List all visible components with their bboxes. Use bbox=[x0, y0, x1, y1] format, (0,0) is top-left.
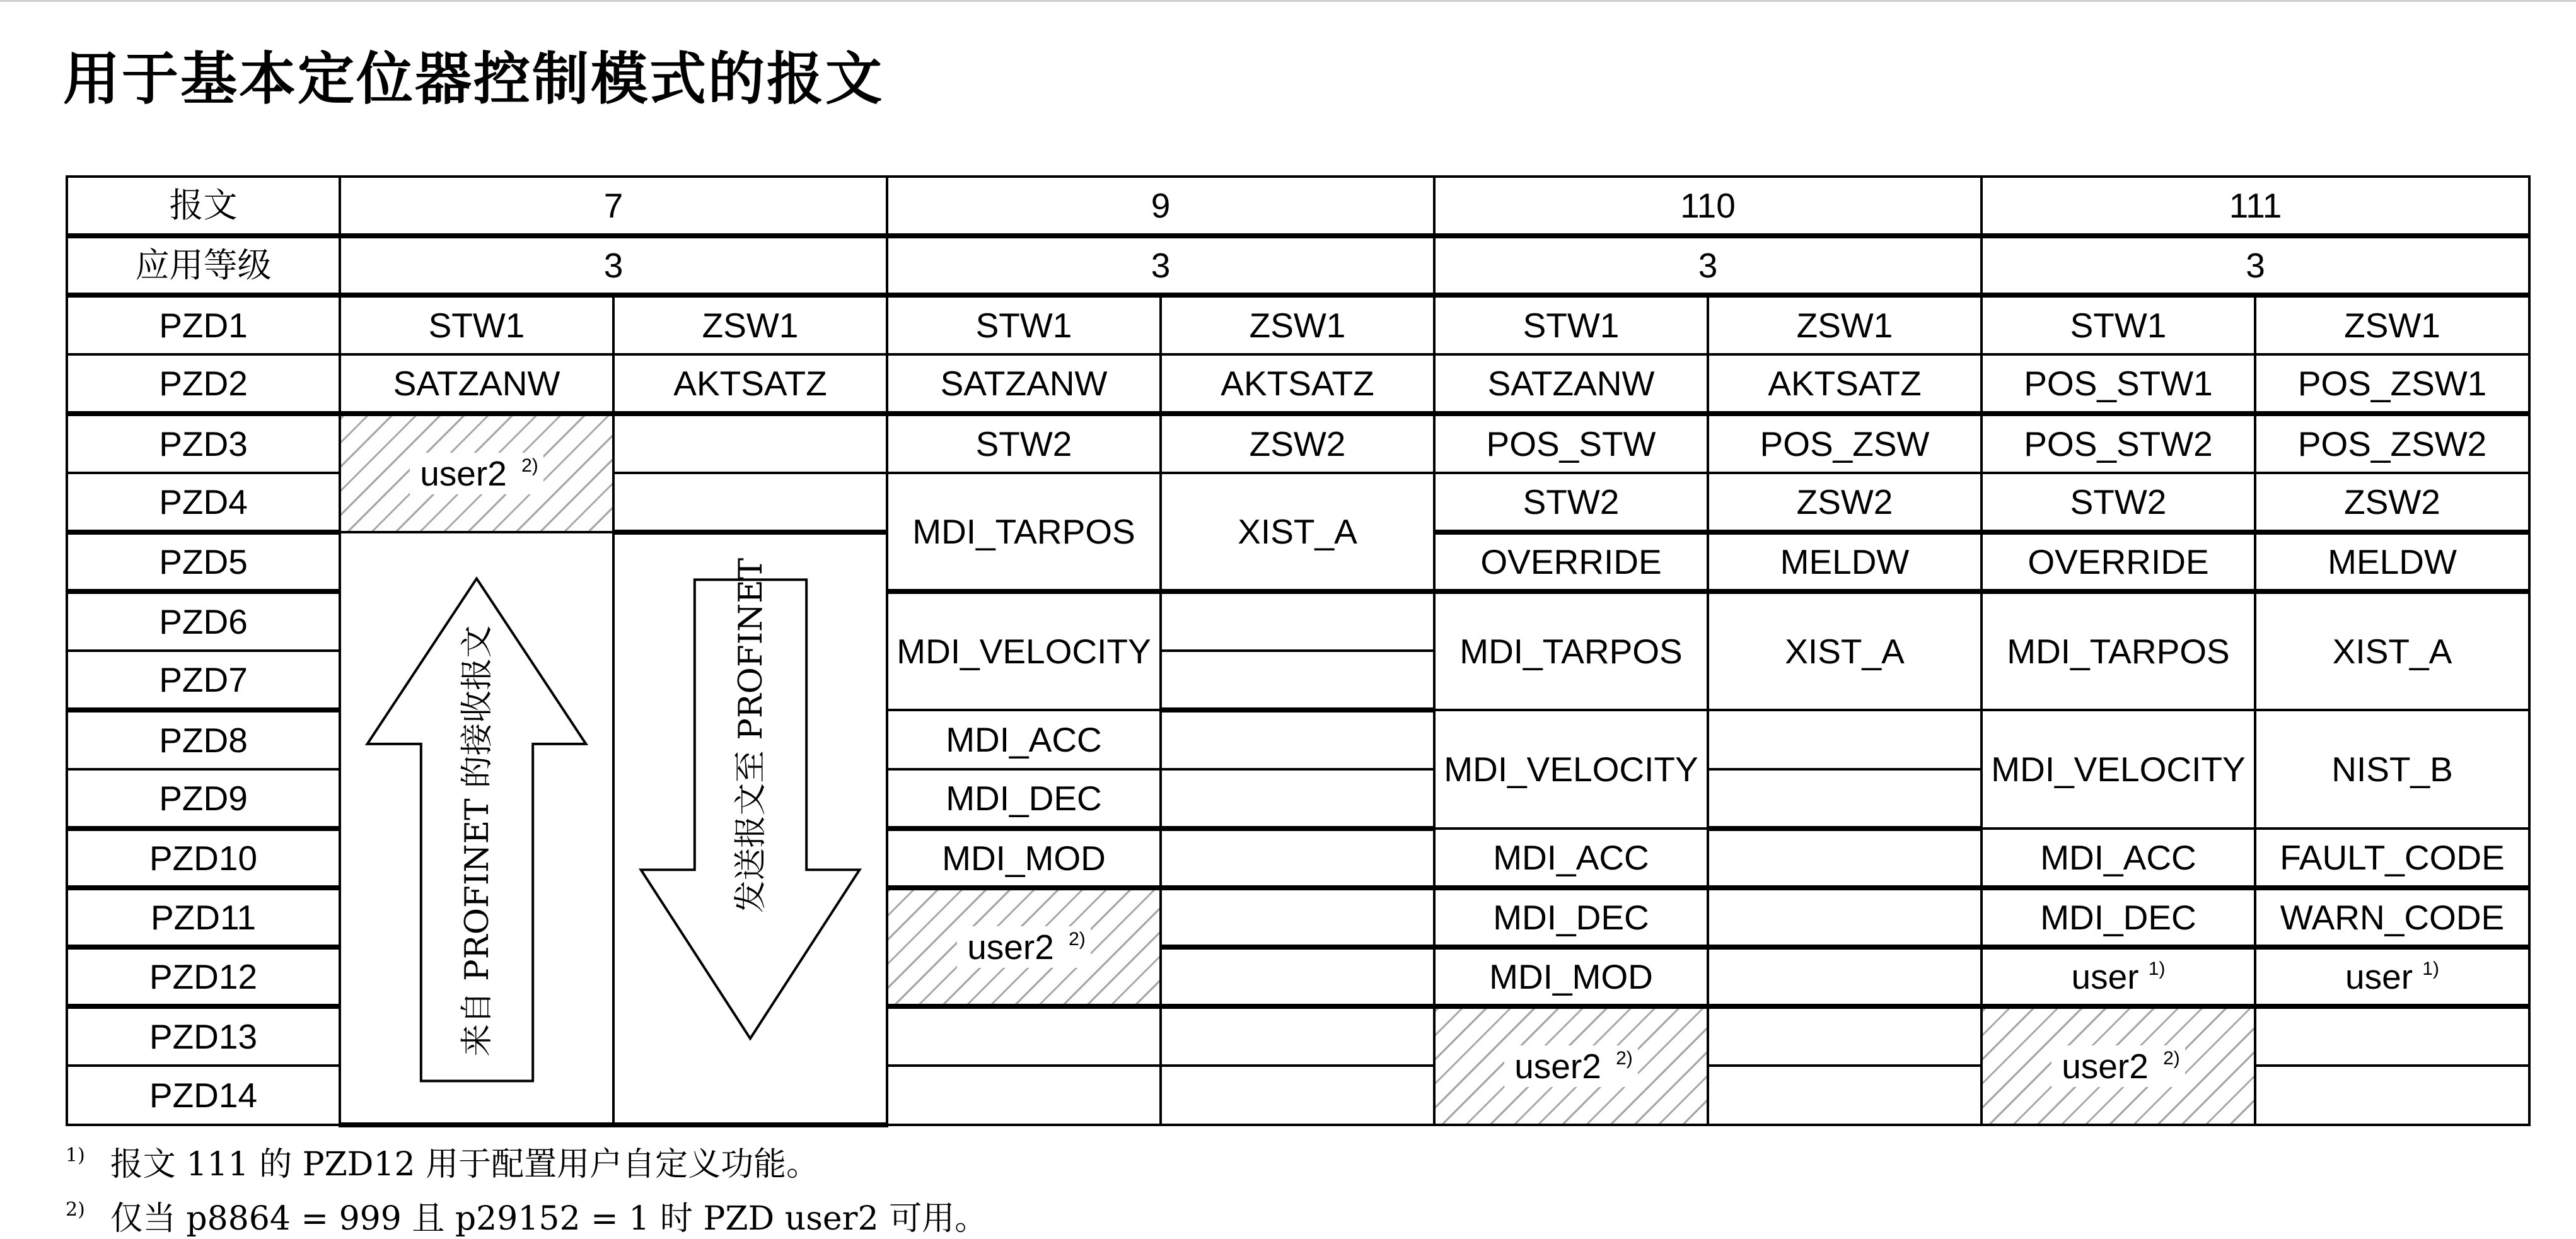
t111-recv-cell: WARN_CODE bbox=[2255, 888, 2529, 947]
t111-recv-cell: POS_ZSW1 bbox=[2255, 354, 2529, 414]
pzd-label: PZD13 bbox=[67, 1006, 340, 1066]
t9-send-cell: STW1 bbox=[887, 295, 1161, 354]
t111-send-user-cell bbox=[1981, 947, 2255, 1006]
header-telegram-label: 报文 bbox=[67, 177, 340, 236]
user-text: user bbox=[2071, 957, 2139, 996]
t9-recv-empty bbox=[1161, 1066, 1434, 1125]
t111-send-cell: STW1 bbox=[1981, 295, 2255, 354]
t111-send-cell: MDI_ACC bbox=[1981, 829, 2255, 888]
footnote-ref: 2) bbox=[1616, 1047, 1633, 1069]
footnote-ref: 1) bbox=[2148, 958, 2166, 979]
t9-send-cell: STW2 bbox=[887, 414, 1161, 473]
t111-recv-cell: NIST_B bbox=[2255, 710, 2529, 829]
t111-recv-cell: POS_ZSW2 bbox=[2255, 414, 2529, 473]
footnote-ref: 2) bbox=[2163, 1047, 2180, 1069]
t9-recv-empty bbox=[1161, 591, 1434, 651]
footnote-mark: 1) bbox=[66, 1144, 85, 1166]
t7-recv-empty bbox=[613, 414, 887, 473]
user2-text: user2 bbox=[962, 926, 1059, 968]
page-title: 用于基本定位器控制模式的报文 bbox=[63, 46, 884, 112]
t110-recv-empty bbox=[1708, 888, 1981, 947]
table-row bbox=[67, 414, 2529, 473]
application-class: 3 bbox=[340, 236, 887, 295]
t111-recv-user-cell bbox=[2255, 947, 2529, 1006]
t9-send-empty bbox=[887, 1006, 1161, 1066]
footnote-text: 仅当 p8864 = 999 且 p29152 = 1 时 PZD user2 可用。 bbox=[110, 1200, 988, 1238]
t111-recv-cell: FAULT_CODE bbox=[2255, 829, 2529, 888]
t110-send-cell: STW2 bbox=[1434, 473, 1708, 532]
t9-recv-empty bbox=[1161, 769, 1434, 829]
t110-recv-empty bbox=[1708, 769, 1981, 829]
t111-send-cell: MDI_DEC bbox=[1981, 888, 2255, 947]
t110-send-cell: MDI_DEC bbox=[1434, 888, 1708, 947]
send-arrow-cell bbox=[613, 532, 887, 1125]
t9-recv-cell: ZSW1 bbox=[1161, 295, 1434, 354]
t7-user2-cell bbox=[340, 414, 613, 532]
t110-send-cell: SATZANW bbox=[1434, 354, 1708, 414]
pzd-label: PZD6 bbox=[67, 591, 340, 651]
t111-send-cell: STW2 bbox=[1981, 473, 2255, 532]
application-class: 3 bbox=[1434, 236, 1981, 295]
pzd-label: PZD14 bbox=[67, 1066, 340, 1125]
t111-recv-cell: ZSW2 bbox=[2255, 473, 2529, 532]
t9-recv-empty bbox=[1161, 947, 1434, 1006]
t110-user2-cell bbox=[1434, 1006, 1708, 1125]
t110-recv-cell: ZSW2 bbox=[1708, 473, 1981, 532]
telegram-table bbox=[66, 175, 2531, 1127]
pzd-label: PZD1 bbox=[67, 295, 340, 354]
t111-send-cell: POS_STW2 bbox=[1981, 414, 2255, 473]
footnote-ref: 2) bbox=[1069, 928, 1086, 950]
table-row bbox=[67, 236, 2529, 295]
table-row bbox=[67, 354, 2529, 414]
t111-recv-empty bbox=[2255, 1066, 2529, 1125]
t110-send-cell: STW1 bbox=[1434, 295, 1708, 354]
t110-send-cell: MDI_VELOCITY bbox=[1434, 710, 1708, 829]
t7-recv-empty bbox=[613, 473, 887, 532]
pzd-label: PZD3 bbox=[67, 414, 340, 473]
telegram-number: 9 bbox=[887, 177, 1434, 236]
footnote-mark: 2) bbox=[66, 1199, 85, 1221]
pzd-label: PZD9 bbox=[67, 769, 340, 829]
telegram-number: 7 bbox=[340, 177, 887, 236]
pzd-label: PZD4 bbox=[67, 473, 340, 532]
t9-send-empty bbox=[887, 1066, 1161, 1125]
down-arrow-icon bbox=[615, 535, 886, 1122]
t111-send-cell: OVERRIDE bbox=[1981, 532, 2255, 591]
footnote-text: 报文 111 的 PZD12 用于配置用户自定义功能。 bbox=[110, 1146, 820, 1184]
t7-recv-cell: ZSW1 bbox=[613, 295, 887, 354]
t110-send-cell: MDI_MOD bbox=[1434, 947, 1708, 1006]
table-row bbox=[67, 295, 2529, 354]
t110-send-cell: OVERRIDE bbox=[1434, 532, 1708, 591]
pzd-label: PZD10 bbox=[67, 829, 340, 888]
t9-send-cell: MDI_MOD bbox=[887, 829, 1161, 888]
t9-recv-empty bbox=[1161, 829, 1434, 888]
user2-text: user2 bbox=[1509, 1045, 1606, 1087]
pzd-label: PZD11 bbox=[67, 888, 340, 947]
t9-recv-empty bbox=[1161, 710, 1434, 769]
t111-recv-cell: ZSW1 bbox=[2255, 295, 2529, 354]
user-text: user bbox=[2345, 957, 2413, 996]
pzd-label: PZD7 bbox=[67, 651, 340, 710]
footnote-ref: 2) bbox=[521, 455, 538, 476]
t110-recv-empty bbox=[1708, 1066, 1981, 1125]
header-class-label: 应用等级 bbox=[67, 236, 340, 295]
t9-recv-empty bbox=[1161, 1006, 1434, 1066]
t9-send-cell: MDI_VELOCITY bbox=[887, 591, 1161, 710]
t110-recv-cell: MELDW bbox=[1708, 532, 1981, 591]
t111-recv-cell: XIST_A bbox=[2255, 591, 2529, 710]
t110-recv-empty bbox=[1708, 710, 1981, 769]
t111-user2-cell bbox=[1981, 1006, 2255, 1125]
t110-send-cell: MDI_ACC bbox=[1434, 829, 1708, 888]
application-class: 3 bbox=[1981, 236, 2529, 295]
user2-text: user2 bbox=[2057, 1045, 2154, 1087]
t111-send-cell: MDI_TARPOS bbox=[1981, 591, 2255, 710]
telegram-number: 111 bbox=[1981, 177, 2529, 236]
t110-send-cell: MDI_TARPOS bbox=[1434, 591, 1708, 710]
t9-send-cell: SATZANW bbox=[887, 354, 1161, 414]
t9-recv-cell: ZSW2 bbox=[1161, 414, 1434, 473]
t9-recv-cell: XIST_A bbox=[1161, 473, 1434, 591]
up-arrow-icon bbox=[341, 533, 612, 1122]
t7-send-cell: SATZANW bbox=[340, 354, 613, 414]
t9-recv-empty bbox=[1161, 651, 1434, 710]
receive-arrow-cell bbox=[340, 532, 613, 1125]
t110-recv-empty bbox=[1708, 829, 1981, 888]
pzd-label: PZD8 bbox=[67, 710, 340, 769]
pzd-label: PZD5 bbox=[67, 532, 340, 591]
t9-send-cell: MDI_TARPOS bbox=[887, 473, 1161, 591]
t9-user2-cell bbox=[887, 888, 1161, 1006]
t110-recv-cell: ZSW1 bbox=[1708, 295, 1981, 354]
pzd-label: PZD12 bbox=[67, 947, 340, 1006]
footnote-ref: 1) bbox=[2422, 958, 2439, 979]
t7-send-cell: STW1 bbox=[340, 295, 613, 354]
t111-recv-cell: MELDW bbox=[2255, 532, 2529, 591]
t7-recv-cell: AKTSATZ bbox=[613, 354, 887, 414]
table-row bbox=[67, 177, 2529, 236]
t9-send-cell: MDI_ACC bbox=[887, 710, 1161, 769]
t111-recv-empty bbox=[2255, 1006, 2529, 1066]
t110-recv-empty bbox=[1708, 947, 1981, 1006]
t110-send-cell: POS_STW bbox=[1434, 414, 1708, 473]
t110-recv-cell: POS_ZSW bbox=[1708, 414, 1981, 473]
receive-arrow-label: 来自 PROFINET 的接收报文 bbox=[458, 625, 496, 1057]
telegram-number: 110 bbox=[1434, 177, 1981, 236]
send-arrow-label: 发送报文至 PROFINET bbox=[731, 557, 770, 913]
t9-send-cell: MDI_DEC bbox=[887, 769, 1161, 829]
top-rule bbox=[0, 0, 2576, 2]
t111-send-cell: POS_STW1 bbox=[1981, 354, 2255, 414]
user2-text: user2 bbox=[415, 453, 512, 494]
t110-recv-empty bbox=[1708, 1006, 1981, 1066]
t9-recv-empty bbox=[1161, 888, 1434, 947]
t9-recv-cell: AKTSATZ bbox=[1161, 354, 1434, 414]
footnote-2 bbox=[66, 1192, 987, 1239]
footnote-1 bbox=[66, 1137, 819, 1185]
application-class: 3 bbox=[887, 236, 1434, 295]
t110-recv-cell: XIST_A bbox=[1708, 591, 1981, 710]
pzd-label: PZD2 bbox=[67, 354, 340, 414]
t111-send-cell: MDI_VELOCITY bbox=[1981, 710, 2255, 829]
t110-recv-cell: AKTSATZ bbox=[1708, 354, 1981, 414]
